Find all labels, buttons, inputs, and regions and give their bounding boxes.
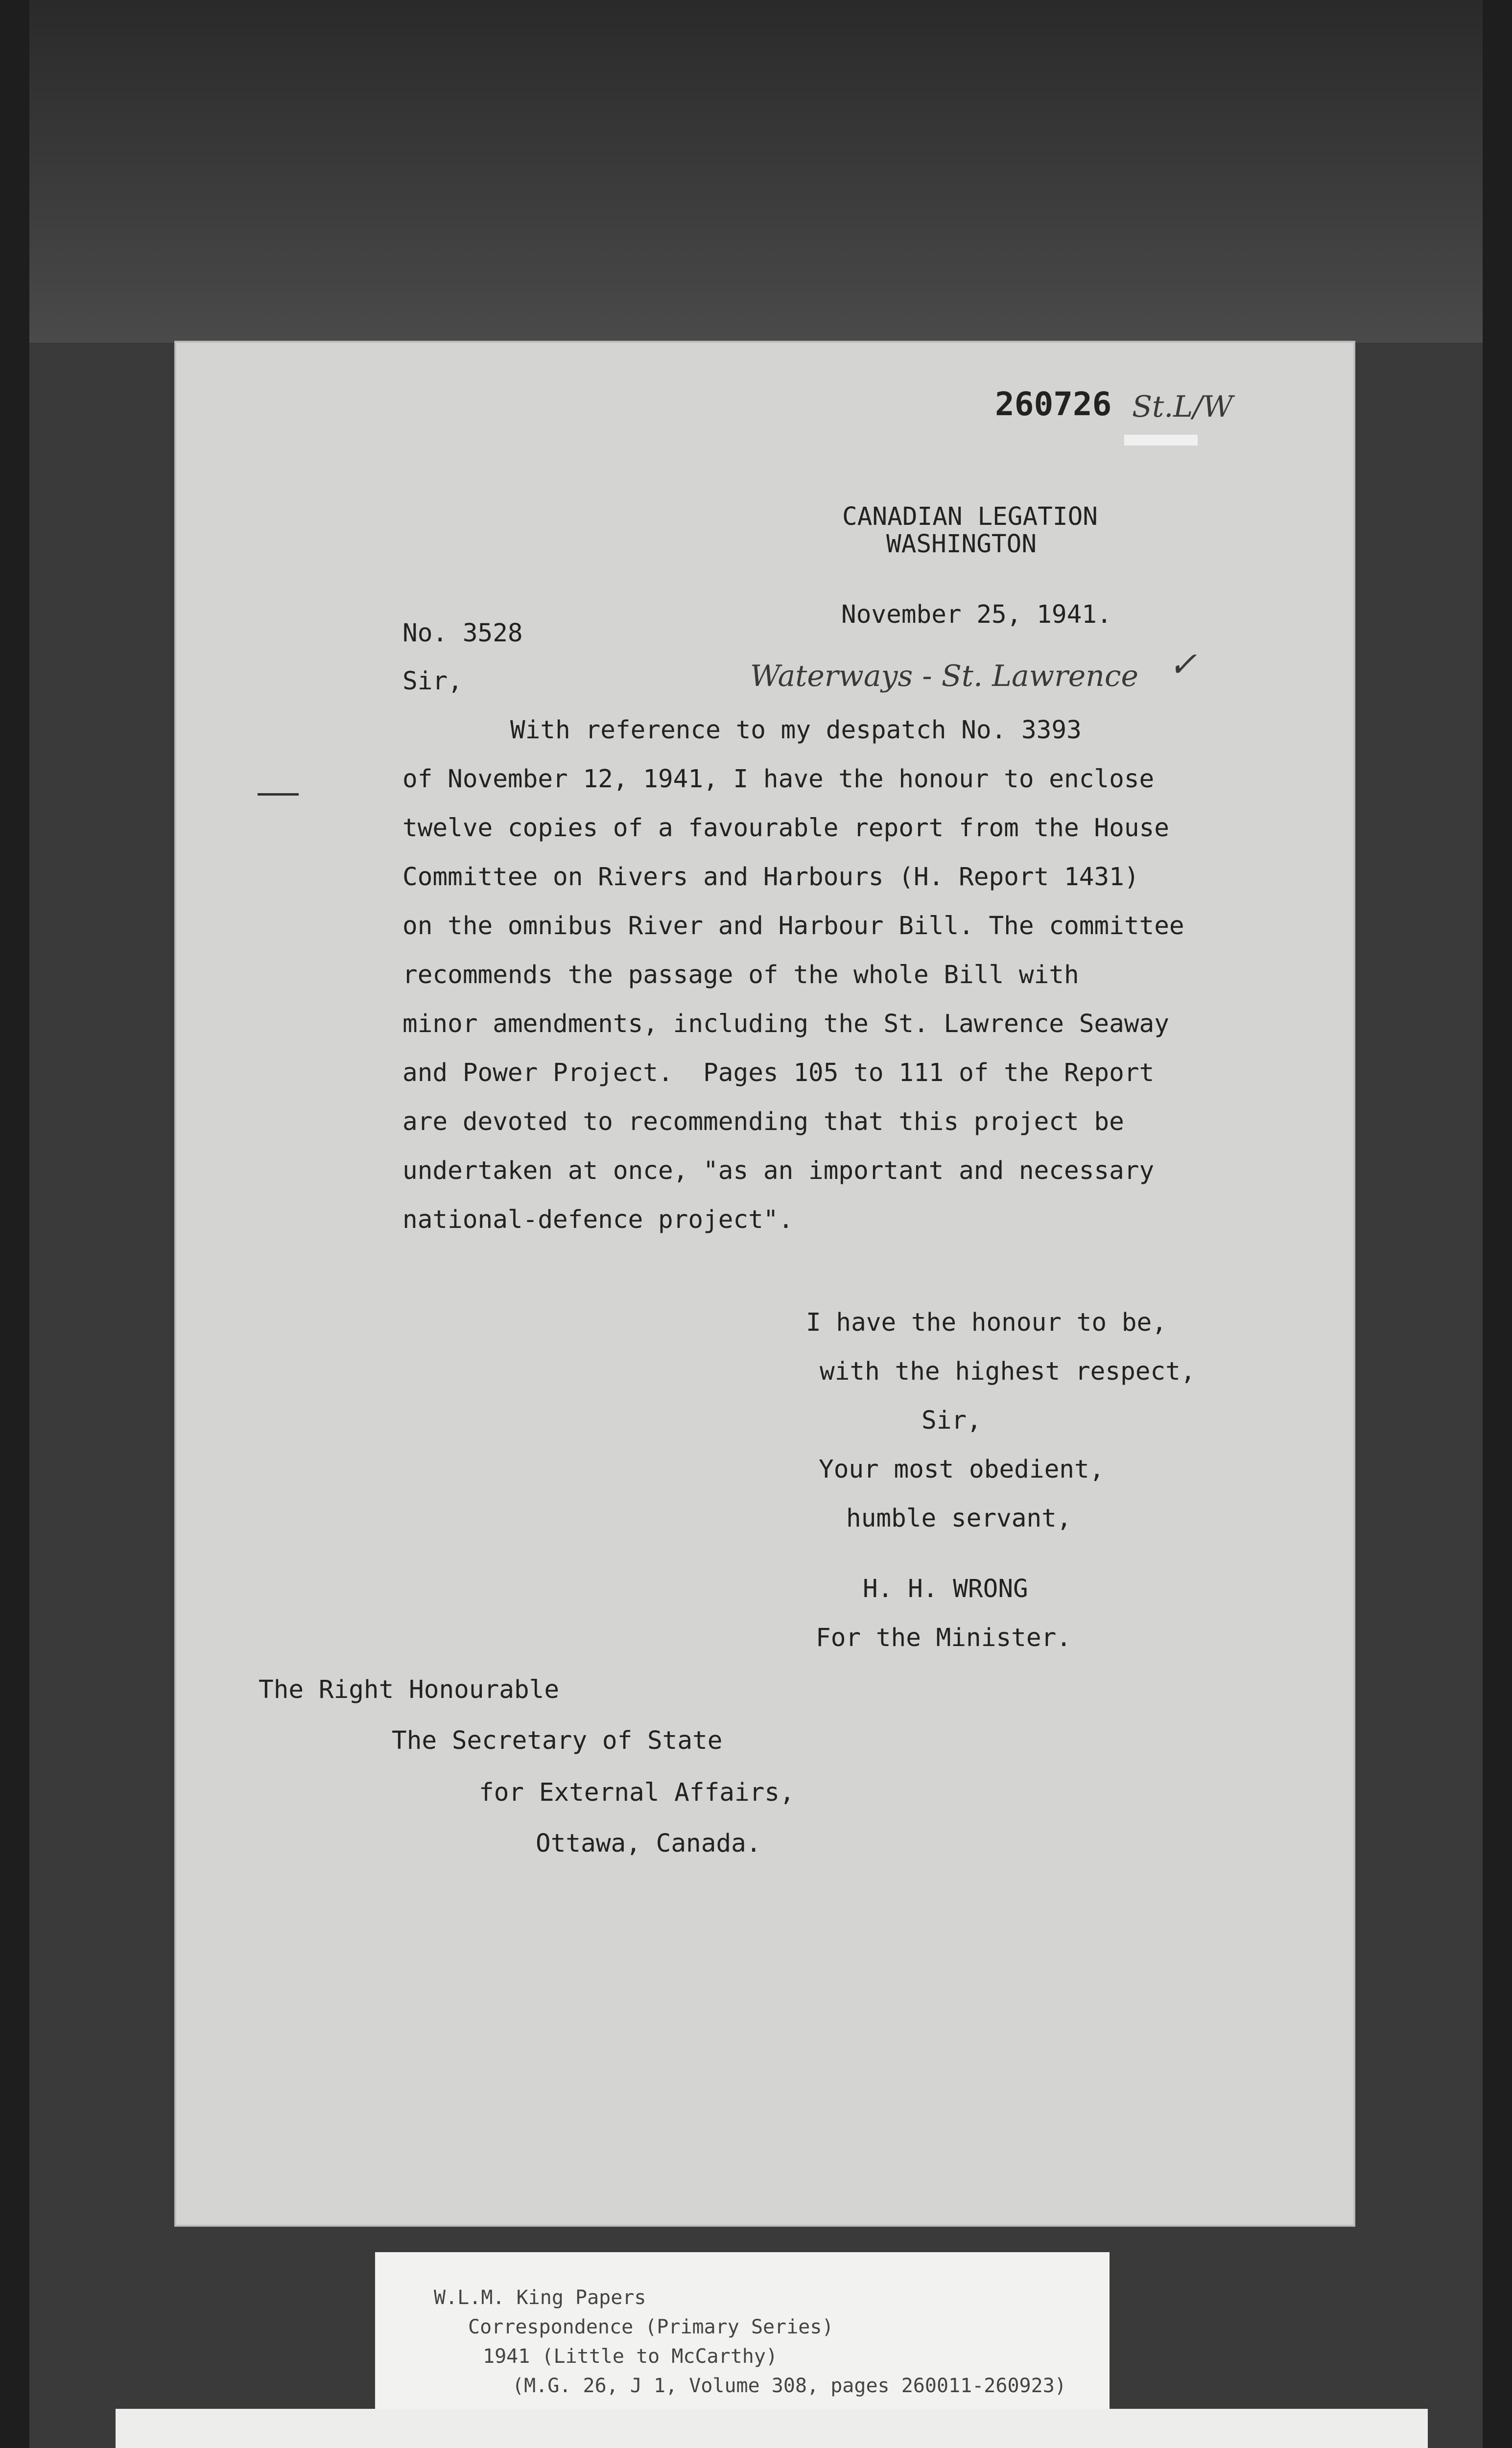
film-edge-right: [1483, 0, 1512, 2448]
letter-date: November 25, 1941.: [841, 600, 1112, 629]
body-line: on the omnibus River and Harbour Bill. The committee: [402, 912, 1184, 941]
erasure-mark: [1124, 435, 1198, 446]
label-line: Correspondence (Primary Series): [468, 2316, 834, 2338]
address-line: The Right Honourable: [259, 1675, 560, 1704]
body-line: undertaken at once, "as an important and necessary: [402, 1156, 1155, 1185]
address-line: for External Affairs,: [479, 1778, 795, 1807]
closing-line: I have the honour to be,: [806, 1308, 1167, 1337]
closing-line: humble servant,: [846, 1504, 1072, 1533]
body-line: and Power Project. Pages 105 to 111 of the Report: [402, 1059, 1155, 1087]
film-background: [0, 0, 1512, 343]
body-line: minor amendments, including the St. Lawrence Seaway: [402, 1010, 1169, 1038]
signatory-name: H. H. WRONG: [863, 1575, 1028, 1603]
address-line: The Secretary of State: [392, 1726, 723, 1755]
legation-city: WASHINGTON: [886, 530, 1037, 559]
document-number: 260726: [995, 385, 1112, 423]
label-line: 1941 (Little to McCarthy): [483, 2345, 778, 2368]
label-line: (M.G. 26, J 1, Volume 308, pages 260011-260923): [512, 2375, 1066, 2397]
body-line: recommends the passage of the whole Bill with: [402, 961, 1079, 989]
handwritten-subject: Waterways - St. Lawrence: [750, 659, 1139, 693]
address-line: Ottawa, Canada.: [536, 1829, 761, 1858]
film-edge-left: [0, 0, 29, 2448]
body-line: national-defence project".: [402, 1205, 794, 1234]
letter-page: [174, 341, 1355, 2227]
handwritten-file-code: St.L/W: [1132, 390, 1233, 424]
checkmark-icon: ✓: [1168, 644, 1197, 684]
body-line: Committee on Rivers and Harbours (H. Report 1431): [402, 863, 1139, 892]
label-line: W.L.M. King Papers: [434, 2286, 646, 2309]
collection-label: [375, 2252, 1110, 2409]
margin-mark: [258, 793, 299, 796]
closing-line: Sir,: [921, 1406, 982, 1435]
closing-line: Your most obedient,: [819, 1455, 1105, 1484]
body-line: With reference to my despatch No. 3393: [510, 716, 1082, 745]
body-line: of November 12, 1941, I have the honour to enclose: [402, 765, 1155, 794]
despatch-number: No. 3528: [402, 619, 523, 648]
body-line: twelve copies of a favourable report from the House: [402, 814, 1169, 843]
archive-stamp: [116, 2409, 1428, 2448]
closing-line: with the highest respect,: [820, 1357, 1196, 1386]
salutation: Sir,: [402, 667, 463, 696]
legation-name: CANADIAN LEGATION: [842, 502, 1098, 531]
signatory-title: For the Minister.: [816, 1624, 1071, 1652]
body-line: are devoted to recommending that this project be: [402, 1107, 1124, 1136]
